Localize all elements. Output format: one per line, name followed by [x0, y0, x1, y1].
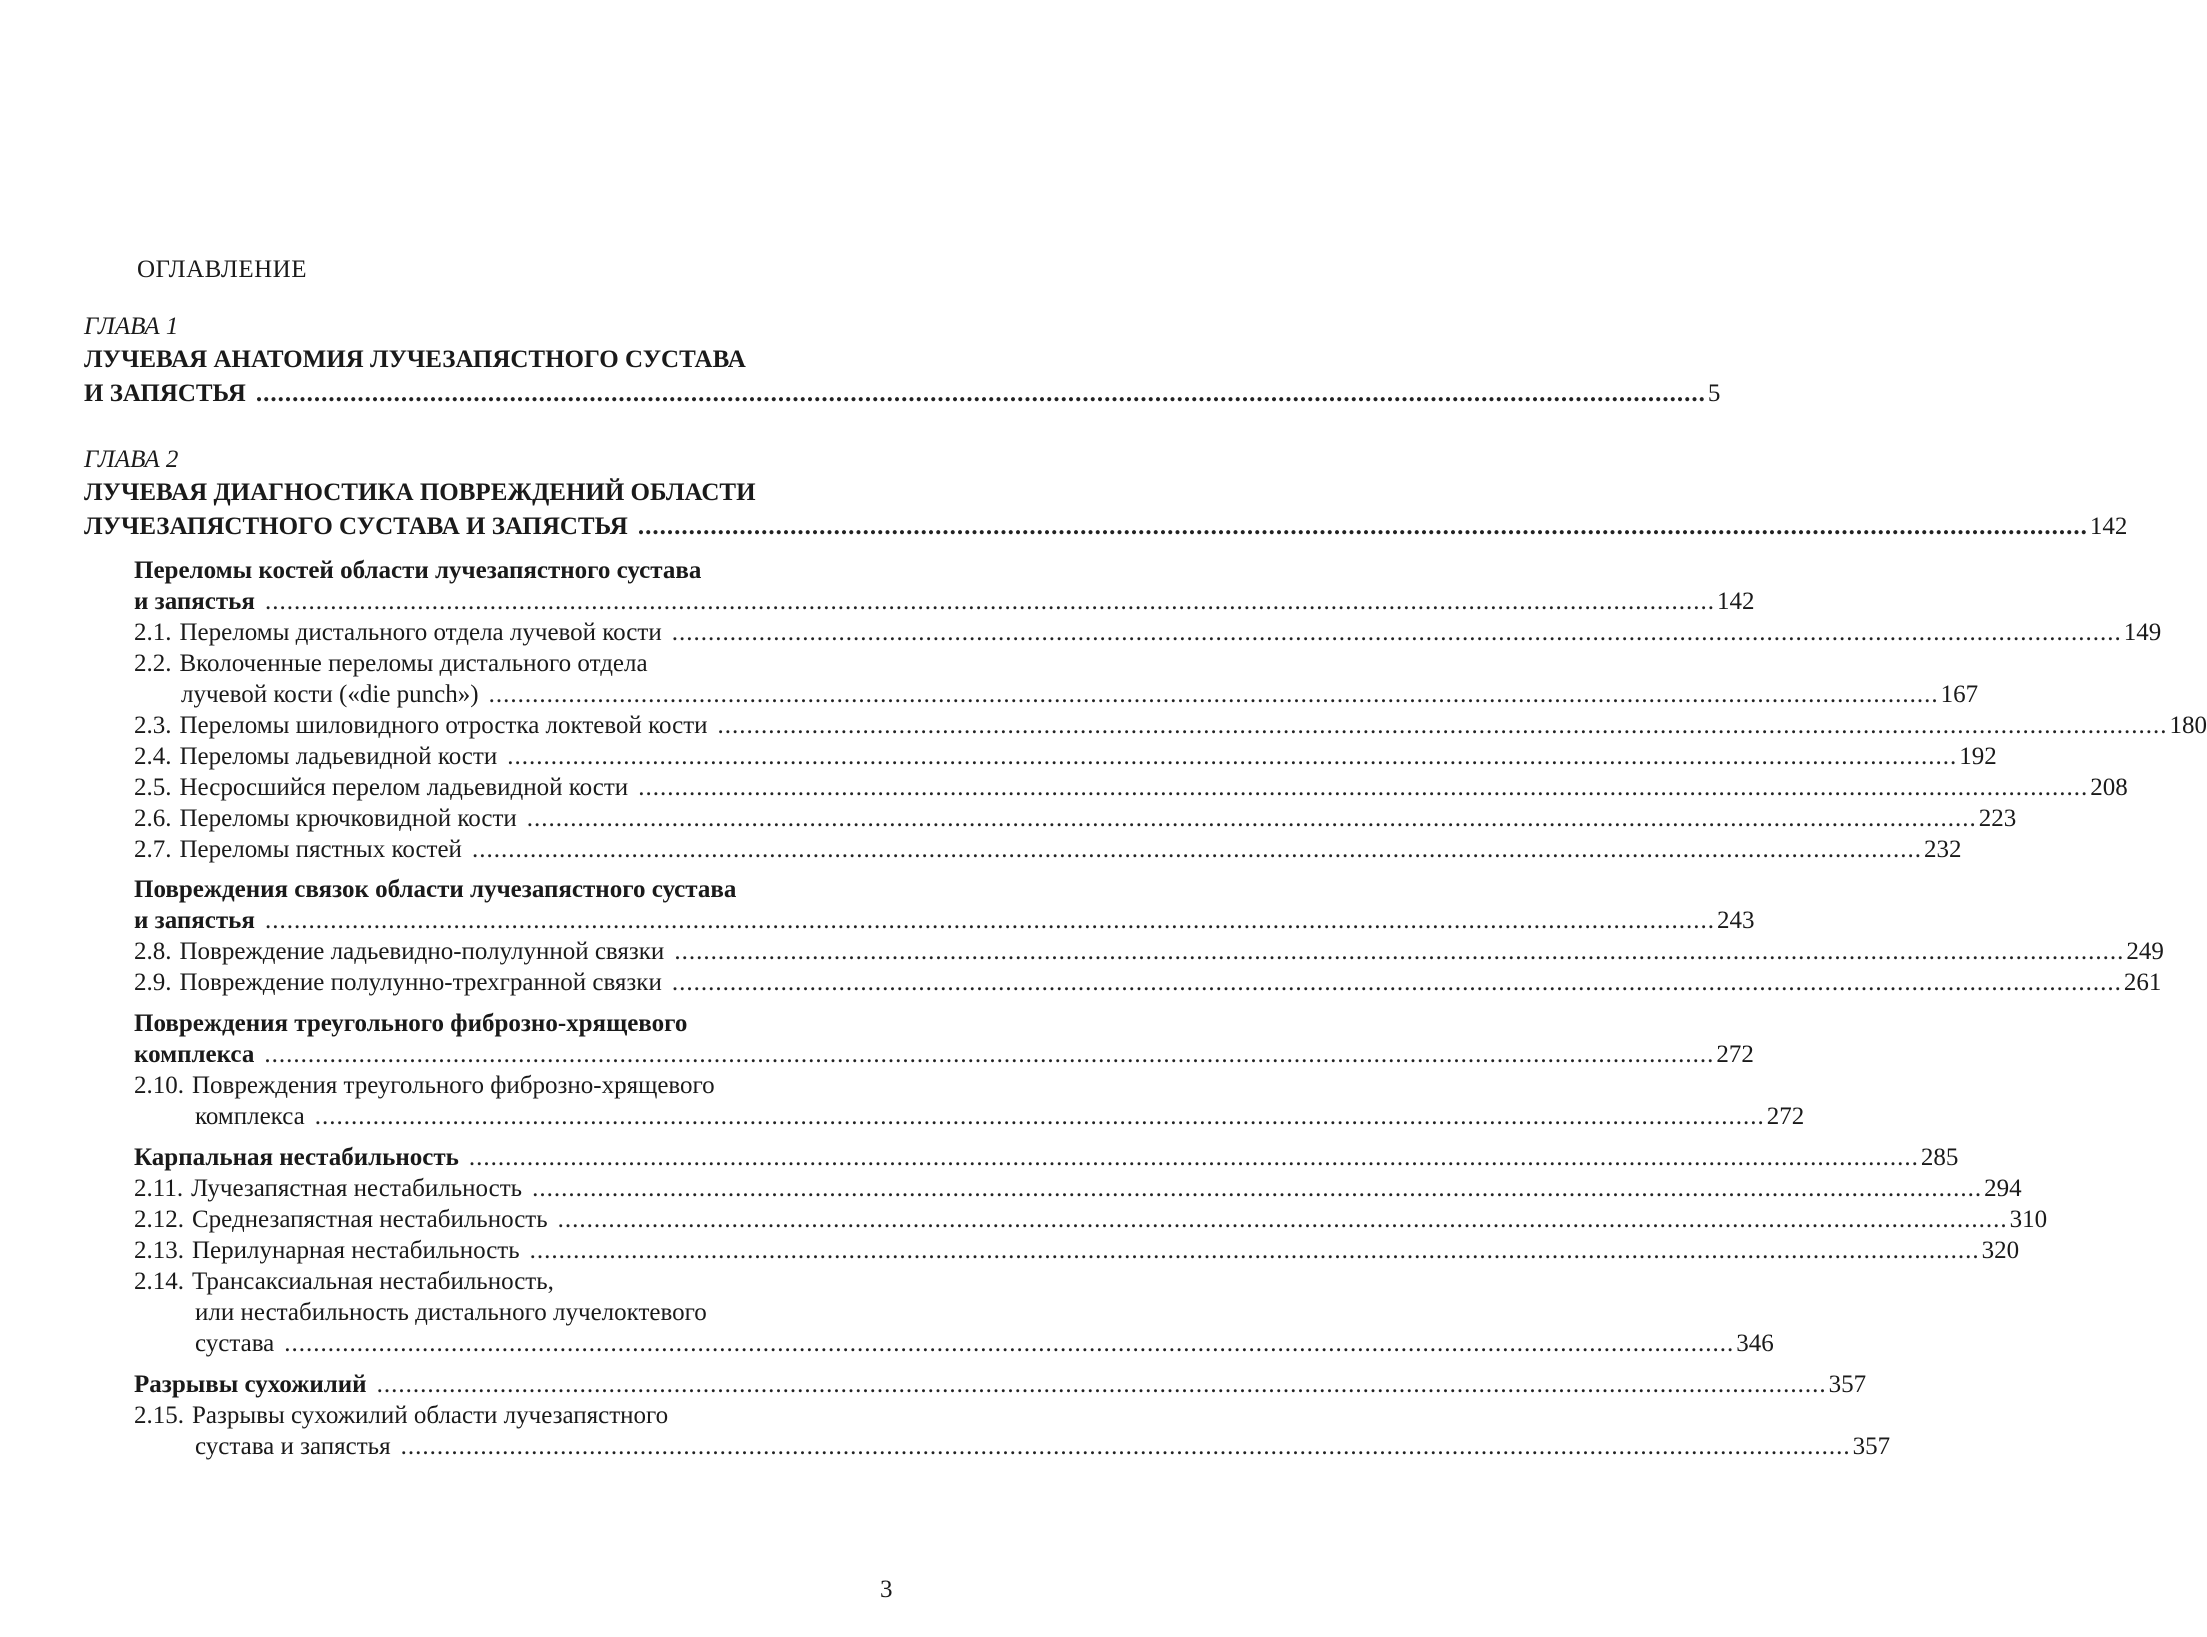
- item-number: 2.3.: [134, 712, 172, 739]
- section-5-page: 357: [1828, 1371, 1867, 1398]
- item-page: 208: [2090, 774, 2128, 801]
- item-title-line1: Разрывы сухожилий области лучезапястного: [192, 1402, 669, 1429]
- section-2-line1: Повреждения связок области лучезапястного сустава: [134, 876, 737, 903]
- section-4-page: 285: [1920, 1144, 1959, 1171]
- section-3-entry: [134, 1039, 1754, 1071]
- toc-item-2-2: [134, 648, 867, 680]
- toc-item-2-10-cont: [195, 1101, 1805, 1133]
- item-page: 167: [1940, 681, 1979, 708]
- item-title-line2: лучевой кости («die punch»): [181, 681, 479, 708]
- item-title-line2: или нестабильность дистального лучелоктевого: [195, 1299, 707, 1326]
- toc-item-2-4: [134, 741, 1997, 773]
- section-4-entry: [134, 1142, 1959, 1174]
- leader-dots: ........................................................................................................................................................................................................: [468, 1144, 1919, 1171]
- item-title: Лучезапястная нестабильность: [191, 1175, 523, 1202]
- leader-dots: ........................................................................................................................................................................................................: [557, 1206, 2008, 1233]
- leader-dots: ........................................................................................................................................................................................................: [526, 805, 1977, 832]
- item-page: 272: [1766, 1103, 1805, 1130]
- item-number: 2.14.: [134, 1268, 184, 1295]
- leader-dots: ........................................................................................................................................................................................................: [637, 513, 2088, 540]
- toc-item-2-7: [134, 834, 1962, 866]
- item-title-line3: сустава: [195, 1330, 275, 1357]
- toc-title: ОГЛАВЛЕНИЕ: [137, 256, 307, 283]
- item-page: 249: [2126, 938, 2164, 965]
- item-title-line2: комплекса: [195, 1103, 305, 1130]
- item-title: Повреждение полулунно-трехгранной связки: [179, 969, 662, 996]
- section-2-page: 243: [1716, 907, 1755, 934]
- toc-item-2-15-cont: [195, 1431, 1891, 1463]
- item-number: 2.4.: [134, 743, 172, 770]
- item-page: 180: [2169, 712, 2207, 739]
- toc-item-2-8: [134, 936, 2164, 968]
- item-number: 2.9.: [134, 969, 172, 996]
- leader-dots: ........................................................................................................................................................................................................: [264, 907, 1715, 934]
- toc-item-2-12: [134, 1204, 2048, 1236]
- leader-dots: ........................................................................................................................................................................................................: [488, 681, 1939, 708]
- item-title: Переломы крючковидной кости: [179, 805, 517, 832]
- item-page: 357: [1852, 1433, 1891, 1460]
- section-1-line2: и запястья: [134, 588, 255, 615]
- leader-dots: ........................................................................................................................................................................................................: [532, 1175, 1983, 1202]
- item-title: Переломы ладьевидной кости: [179, 743, 498, 770]
- leader-dots: ........................................................................................................................................................................................................: [264, 588, 1715, 615]
- toc-item-2-6: [134, 803, 2017, 835]
- section-5-entry: [134, 1369, 1867, 1401]
- toc-item-2-10: [134, 1070, 867, 1102]
- leader-dots: ........................................................................................................................................................................................................: [264, 1041, 1715, 1068]
- toc-item-2-2-cont: [181, 679, 1979, 711]
- item-title-line2: сустава и запястья: [195, 1433, 391, 1460]
- leader-dots: ........................................................................................................................................................................................................: [674, 938, 2125, 965]
- item-number: 2.5.: [134, 774, 172, 801]
- leader-dots: ........................................................................................................................................................................................................: [638, 774, 2089, 801]
- item-page: 192: [1959, 743, 1997, 770]
- item-page: 149: [2123, 619, 2162, 646]
- leader-dots: ........................................................................................................................................................................................................: [314, 1103, 1765, 1130]
- item-page: 223: [1978, 805, 2017, 832]
- toc-item-2-9: [134, 967, 2162, 999]
- section-1-page: 142: [1716, 588, 1755, 615]
- item-title: Среднезапястная нестабильность: [192, 1206, 548, 1233]
- item-page: 310: [2009, 1206, 2048, 1233]
- toc-item-2-15: [134, 1400, 867, 1432]
- chapter-1-title-line2: И ЗАПЯСТЬЯ: [84, 380, 246, 407]
- section-4-title: Карпальная нестабильность: [134, 1144, 459, 1171]
- page-number: 3: [880, 1576, 893, 1603]
- section-3-line2: комплекса: [134, 1041, 255, 1068]
- chapter-1-title-line1: ЛУЧЕВАЯ АНАТОМИЯ ЛУЧЕЗАПЯСТНОГО СУСТАВА: [84, 346, 746, 373]
- section-1-entry: [134, 586, 1755, 618]
- item-number: 2.1.: [134, 619, 172, 646]
- toc-item-2-14: [134, 1266, 867, 1298]
- toc-item-2-1: [134, 617, 2162, 649]
- section-3-line1: Повреждения треугольного фиброзно-хрящевого: [134, 1010, 688, 1037]
- item-title: Переломы шиловидного отростка локтевой кости: [179, 712, 708, 739]
- item-page: 294: [1984, 1175, 2022, 1202]
- chapter-2-page: 142: [2089, 513, 2128, 540]
- toc-item-2-3: [134, 710, 2207, 742]
- item-title: Несросшийся перелом ладьевидной кости: [179, 774, 629, 801]
- item-number: 2.8.: [134, 938, 172, 965]
- chapter-1-page: 5: [1707, 380, 1721, 407]
- item-number: 2.6.: [134, 805, 172, 832]
- item-title-line1: Повреждения треугольного фиброзно-хрящевого: [192, 1072, 715, 1099]
- item-number: 2.15.: [134, 1402, 184, 1429]
- item-title: Повреждение ладьевидно-полулунной связки: [179, 938, 665, 965]
- chapter-1-entry: [84, 378, 1721, 410]
- chapter-1-label: ГЛАВА 1: [84, 313, 179, 340]
- item-number: 2.12.: [134, 1206, 184, 1233]
- chapter-2-label: ГЛАВА 2: [84, 446, 179, 473]
- leader-dots: ........................................................................................................................................................................................................: [376, 1371, 1827, 1398]
- item-title-line1: Вколоченные переломы дистального отдела: [179, 650, 648, 677]
- leader-dots: ........................................................................................................................................................................................................: [529, 1237, 1980, 1264]
- leader-dots: ........................................................................................................................................................................................................: [400, 1433, 1851, 1460]
- chapter-2-title-line1: ЛУЧЕВАЯ ДИАГНОСТИКА ПОВРЕЖДЕНИЙ ОБЛАСТИ: [84, 479, 756, 506]
- item-number: 2.11.: [134, 1175, 184, 1202]
- leader-dots: ........................................................................................................................................................................................................: [507, 743, 1958, 770]
- item-number: 2.7.: [134, 836, 172, 863]
- item-page: 232: [1923, 836, 1962, 863]
- item-number: 2.13.: [134, 1237, 184, 1264]
- item-title: Переломы пястных костей: [179, 836, 462, 863]
- chapter-2-entry: [84, 511, 2128, 543]
- item-page: 346: [1736, 1330, 1774, 1357]
- toc-item-2-13: [134, 1235, 2020, 1267]
- toc-item-2-11: [134, 1173, 2022, 1205]
- leader-dots: ........................................................................................................................................................................................................: [471, 836, 1922, 863]
- toc-item-2-5: [134, 772, 2128, 804]
- section-1-line1: Переломы костей области лучезапястного сустава: [134, 557, 702, 584]
- item-page: 320: [1981, 1237, 2020, 1264]
- item-title: Перилунарная нестабильность: [192, 1237, 520, 1264]
- item-number: 2.10.: [134, 1072, 184, 1099]
- item-page: 261: [2123, 969, 2162, 996]
- leader-dots: ........................................................................................................................................................................................................: [671, 969, 2122, 996]
- toc-item-2-14-cont: [195, 1328, 1774, 1360]
- item-number: 2.2.: [134, 650, 172, 677]
- section-2-line2: и запястья: [134, 907, 255, 934]
- leader-dots: ........................................................................................................................................................................................................: [671, 619, 2122, 646]
- item-title-line1: Трансаксиальная нестабильность,: [192, 1268, 554, 1295]
- item-title: Переломы дистального отдела лучевой кости: [179, 619, 662, 646]
- leader-dots: ........................................................................................................................................................................................................: [255, 380, 1706, 407]
- leader-dots: ........................................................................................................................................................................................................: [717, 712, 2168, 739]
- section-2-entry: [134, 905, 1755, 937]
- leader-dots: ........................................................................................................................................................................................................: [284, 1330, 1735, 1357]
- section-5-title: Разрывы сухожилий: [134, 1371, 367, 1398]
- chapter-2-title-line2: ЛУЧЕЗАПЯСТНОГО СУСТАВА И ЗАПЯСТЬЯ: [84, 513, 628, 540]
- section-3-page: 272: [1716, 1041, 1754, 1068]
